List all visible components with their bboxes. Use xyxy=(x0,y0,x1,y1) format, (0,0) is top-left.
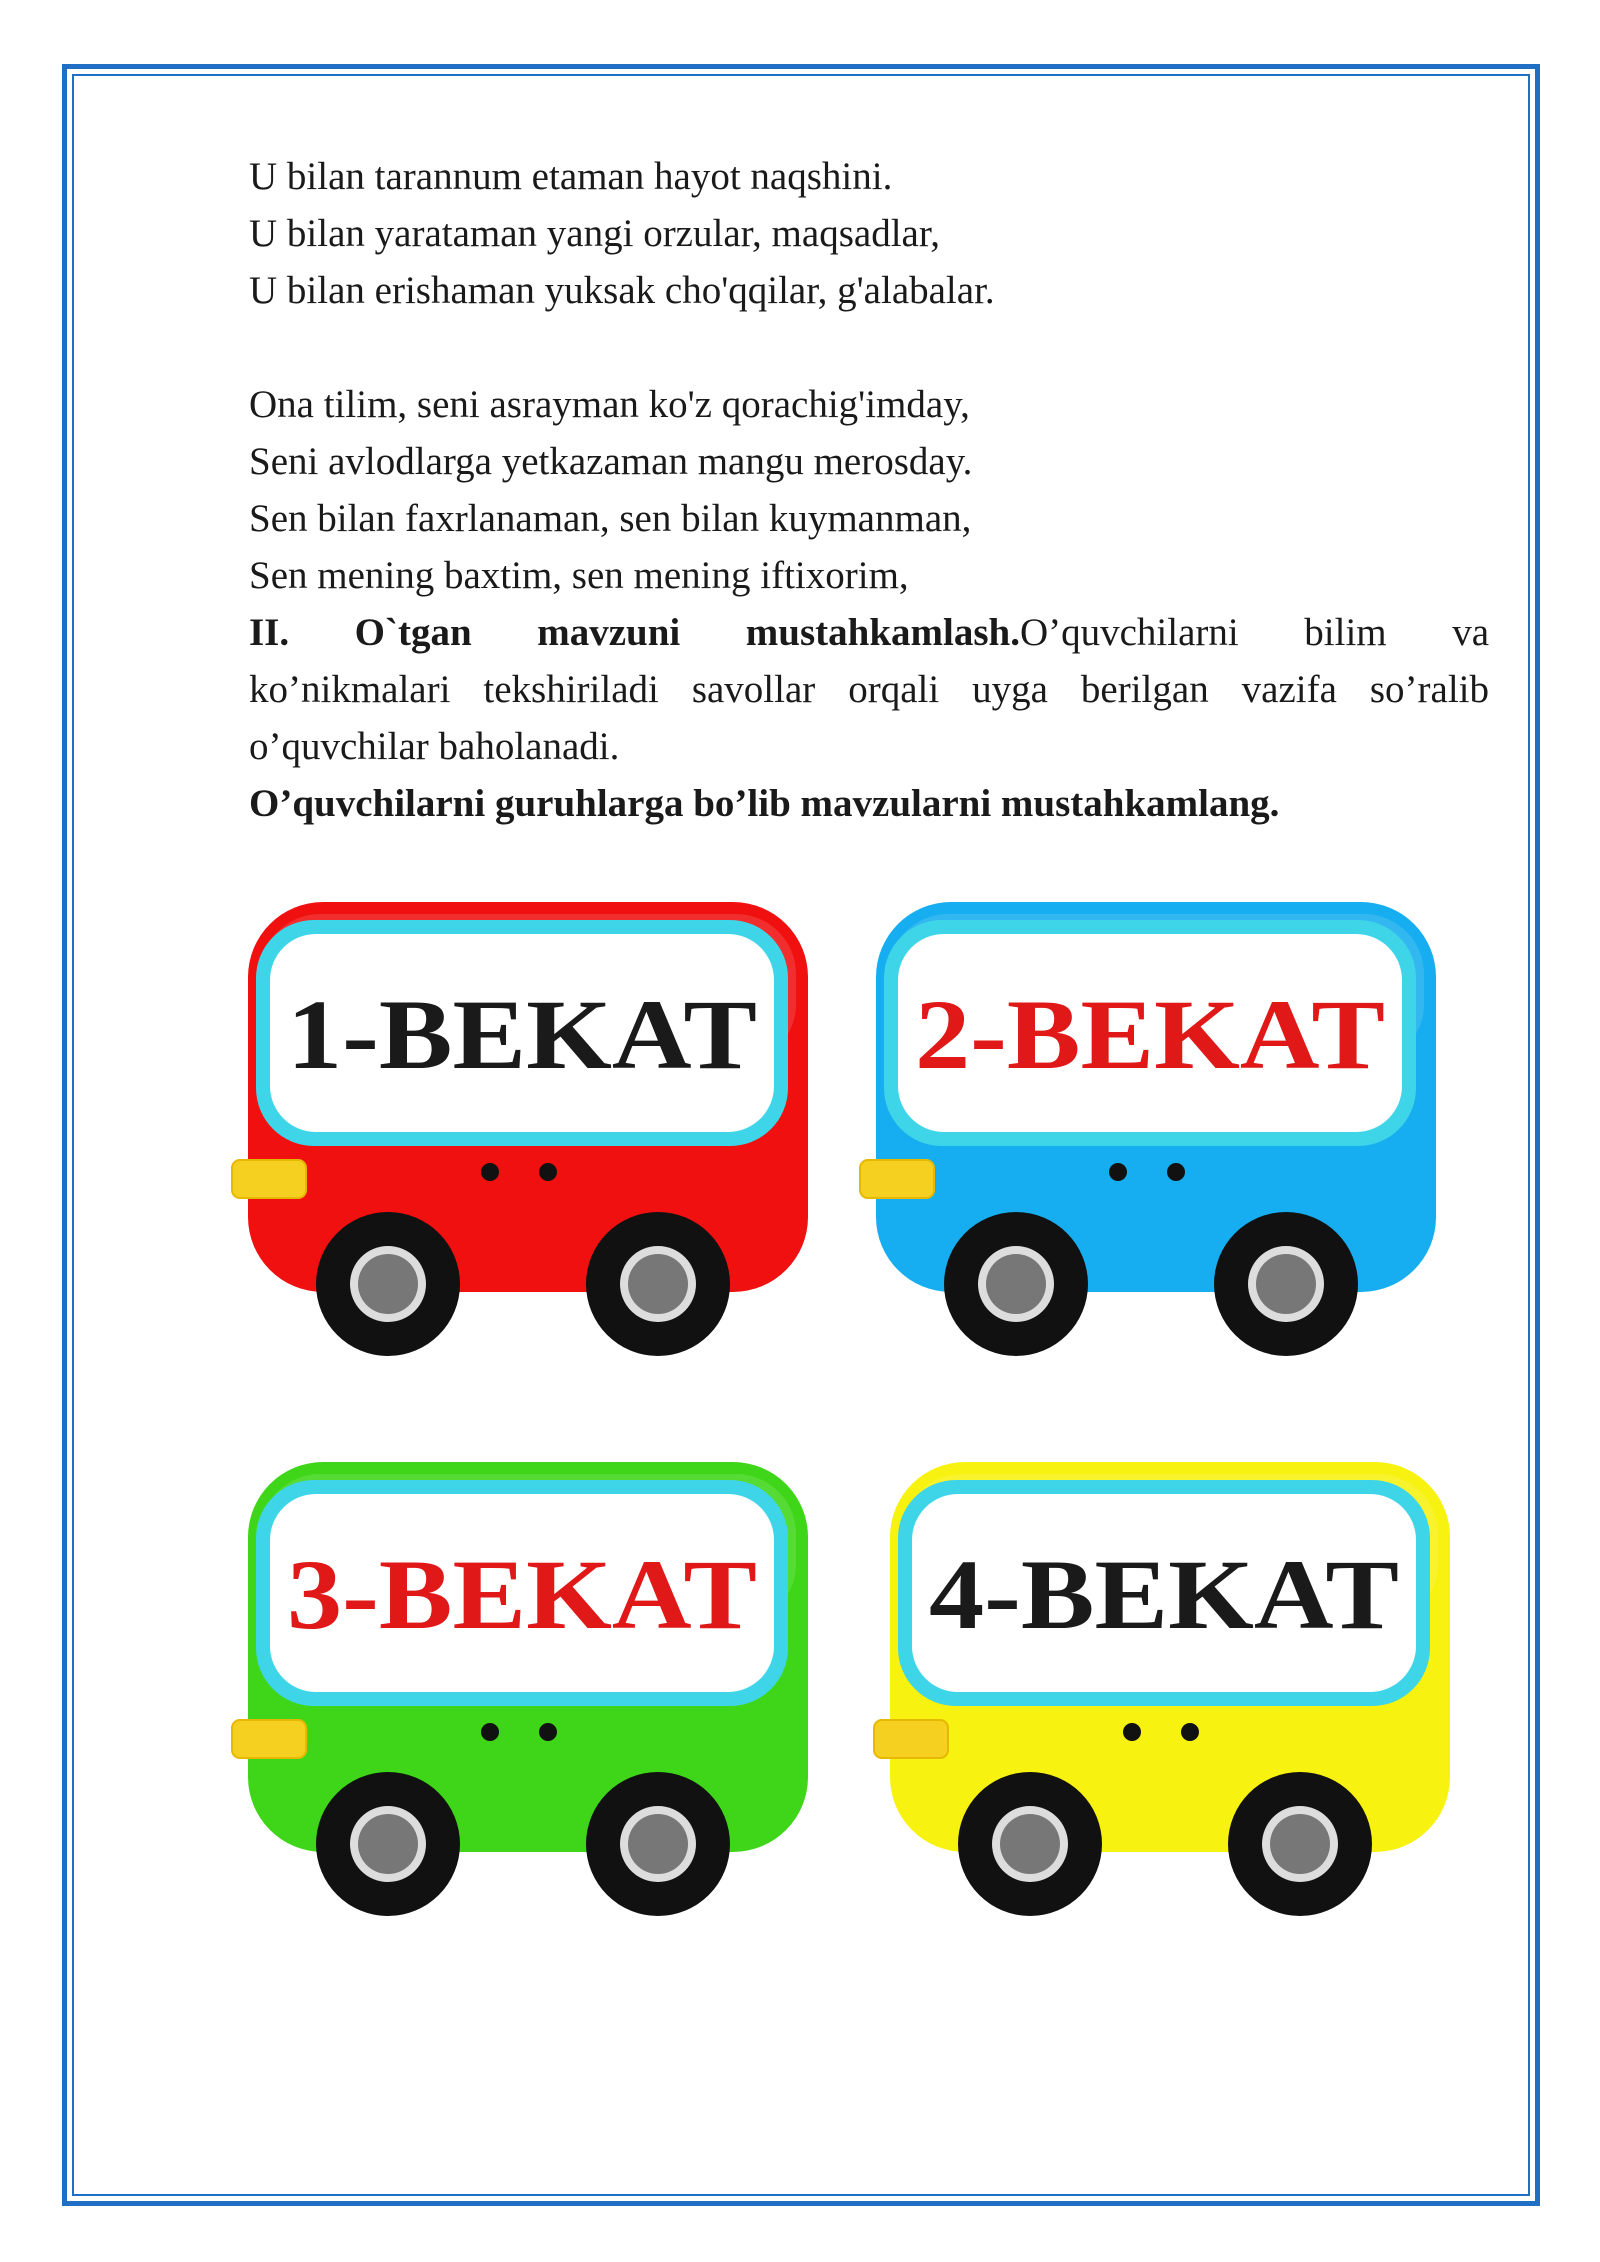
poem-line: Ona tilim, seni asrayman ko'z qorachig'imday, xyxy=(249,383,970,426)
poem-line: U bilan yarataman yangi orzular, maqsadlar, xyxy=(249,212,941,255)
poem-line: U bilan erishaman yuksak cho'qqilar, g'alabalar. xyxy=(249,269,995,312)
bus-illustration xyxy=(238,892,818,1362)
stanza-gap xyxy=(249,319,1489,376)
section-text: O’quvchilarni bilim va xyxy=(1019,611,1490,654)
section-heading: II. O`tgan mavzuni mustahkamlash. xyxy=(249,611,1020,654)
bus-3 xyxy=(238,1452,818,1922)
poem-line: Sen bilan faxrlanaman, sen bilan kuymanman, xyxy=(249,497,972,540)
wheel-hub xyxy=(628,1254,688,1314)
headlight xyxy=(874,1720,948,1758)
wheel-hub xyxy=(1256,1254,1316,1314)
wheel-hub xyxy=(1000,1814,1060,1874)
section-paragraph-line-2: ko’nikmalari tekshiriladi savollar orqali uyga berilgan vazifa so’ralib xyxy=(249,668,1489,711)
bus-1 xyxy=(238,892,818,1362)
bus-label: 1-BEKAT xyxy=(287,979,757,1090)
document-text xyxy=(249,148,1489,832)
wheel-hub xyxy=(628,1814,688,1874)
headlight xyxy=(232,1720,306,1758)
wheel-hub xyxy=(358,1254,418,1314)
wheel-hub xyxy=(358,1814,418,1874)
poem-line: U bilan tarannum etaman hayot naqshini. xyxy=(249,155,893,198)
wheel-hub xyxy=(1270,1814,1330,1874)
section-paragraph-line-1 xyxy=(249,604,1489,661)
poem-line: Seni avlodlarga yetkazaman mangu merosday. xyxy=(249,440,973,483)
headlight xyxy=(232,1160,306,1198)
door-dot xyxy=(1123,1723,1141,1741)
door-dot xyxy=(481,1723,499,1741)
bus-illustration xyxy=(866,892,1446,1362)
door-dot xyxy=(539,1723,557,1741)
section-paragraph-line-3: o’quvchilar baholanadi. xyxy=(249,725,620,768)
wheel-hub xyxy=(986,1254,1046,1314)
door-dot xyxy=(1181,1723,1199,1741)
poem-line: Sen mening baxtim, sen mening iftixorim, xyxy=(249,554,909,597)
door-dot xyxy=(1167,1163,1185,1181)
bus-4 xyxy=(880,1452,1460,1922)
bus-label: 2-BEKAT xyxy=(915,979,1385,1090)
bus-illustration xyxy=(880,1452,1460,1922)
bus-2 xyxy=(866,892,1446,1362)
task-instruction: O’quvchilarni guruhlarga bo’lib mavzularni mustahkamlang. xyxy=(249,782,1280,825)
bus-label: 3-BEKAT xyxy=(287,1539,757,1650)
bus-label: 4-BEKAT xyxy=(929,1539,1399,1650)
door-dot xyxy=(1109,1163,1127,1181)
headlight xyxy=(860,1160,934,1198)
door-dot xyxy=(481,1163,499,1181)
bus-illustration xyxy=(238,1452,818,1922)
door-dot xyxy=(539,1163,557,1181)
